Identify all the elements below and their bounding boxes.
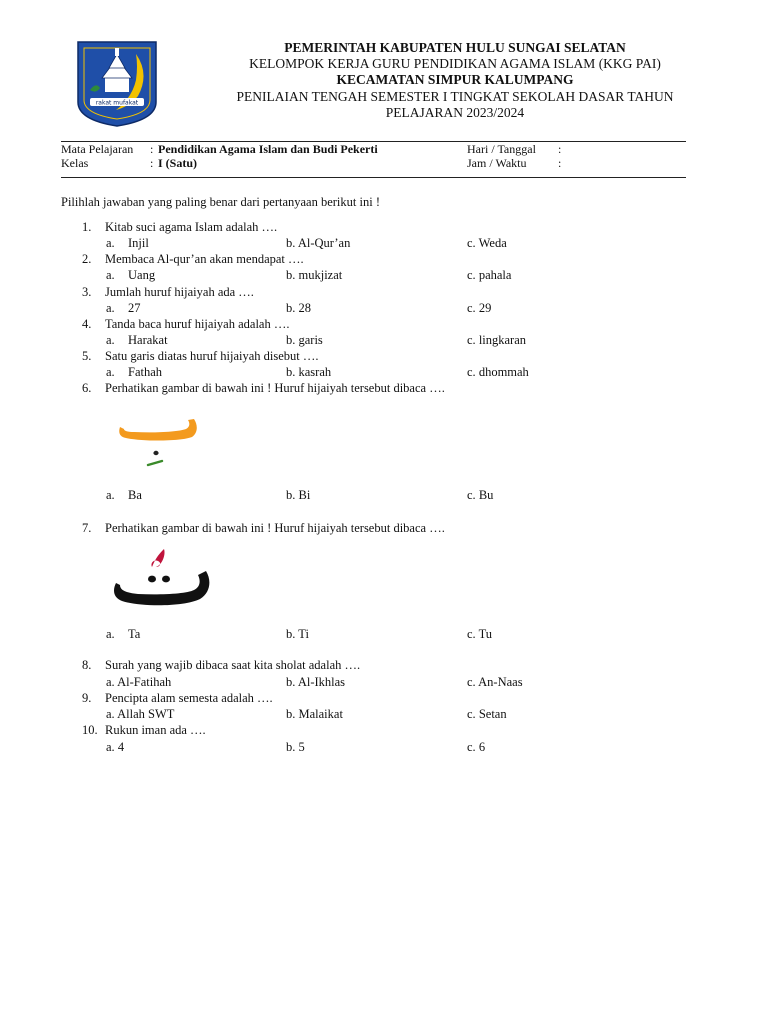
question-text: Satu garis diatas huruf hijaiyah disebut …. [105, 349, 319, 363]
question-number: 1. [82, 220, 92, 234]
question-text: Rukun iman ada …. [105, 723, 206, 737]
question-8 [82, 658, 360, 673]
question-10 [82, 723, 206, 738]
option-7b: b. Ti [286, 627, 309, 641]
header-line-5: PELAJARAN 2023/2024 [385, 105, 525, 120]
question-text: Membaca Al-qur’an akan mendapat …. [105, 252, 304, 266]
option-2c: c. pahala [467, 268, 512, 282]
subject-value: Pendidikan Agama Islam dan Budi Pekerti [158, 142, 378, 156]
question-text: Pencipta alam semesta adalah …. [105, 691, 273, 705]
question-text: Perhatikan gambar di bawah ini ! Huruf hijaiyah tersebut dibaca …. [105, 381, 445, 395]
option-10b: b. 5 [286, 740, 305, 754]
hijaiyah-ba-image [106, 407, 206, 476]
option-6a: a. Ba [106, 488, 142, 502]
subject-colon: : [150, 142, 154, 156]
class-label: Kelas [61, 156, 89, 170]
option-8a: a. Al-Fatihah [106, 675, 172, 689]
option-9a: a. Allah SWT [106, 707, 175, 721]
day-date-label: Hari / Tanggal [467, 142, 536, 156]
class-colon: : [150, 156, 154, 170]
class-value: I (Satu) [158, 156, 198, 170]
option-3c: c. 29 [467, 301, 492, 315]
option-1b: b. Al-Qur’an [286, 236, 351, 250]
question-text: Kitab suci agama Islam adalah …. [105, 220, 278, 234]
question-text: Jumlah huruf hijaiyah ada …. [105, 285, 254, 299]
subject-label: Mata Pelajaran [61, 142, 134, 156]
svg-text:rakat mufakat: rakat mufakat [95, 99, 139, 107]
question-number: 5. [82, 349, 92, 363]
option-5b: b. kasrah [286, 365, 332, 379]
option-10a: a. 4 [106, 740, 125, 754]
option-7c: c. Tu [467, 627, 493, 641]
info-divider [61, 177, 686, 178]
question-number: 2. [82, 252, 92, 266]
option-7a: a. Ta [106, 627, 141, 641]
question-5 [82, 349, 319, 364]
option-1c: c. Weda [467, 236, 507, 250]
option-2b: b. mukjizat [286, 268, 343, 282]
question-9 [82, 691, 273, 706]
question-number: 8. [82, 658, 92, 672]
question-text: Surah yang wajib dibaca saat kita sholat adalah …. [105, 658, 361, 672]
option-8b: b. Al-Ikhlas [286, 675, 346, 689]
hijaiyah-tu-image [106, 543, 218, 620]
header-line-3: KECAMATAN SIMPUR KALUMPANG [336, 72, 574, 87]
time-label: Jam / Waktu [467, 156, 527, 170]
question-6 [82, 381, 445, 396]
question-text: Perhatikan gambar di bawah ini ! Huruf hijaiyah tersebut dibaca …. [105, 521, 445, 535]
question-number: 9. [82, 691, 92, 705]
question-number: 10. [82, 723, 98, 737]
option-8c: c. An-Naas [467, 675, 523, 689]
option-6c: c. Bu [467, 488, 494, 502]
header-line-4: PENILAIAN TENGAH SEMESTER I TINGKAT SEKOLAH DASAR TAHUN [236, 89, 674, 104]
question-number: 3. [82, 285, 92, 299]
question-3 [82, 285, 254, 300]
question-4 [82, 317, 289, 332]
header-line-2: KELOMPOK KERJA GURU PENDIDIKAN AGAMA ISLAM (KKG PAI) [249, 56, 661, 71]
question-number: 7. [82, 521, 92, 535]
option-3b: b. 28 [286, 301, 311, 315]
option-9b: b. Malaikat [286, 707, 343, 721]
option-1a: a. Injil [106, 236, 149, 250]
option-5c: c. dhommah [467, 365, 529, 379]
option-9c: c. Setan [467, 707, 507, 721]
option-4a: a. Harakat [106, 333, 168, 347]
question-text: Tanda baca huruf hijaiyah adalah …. [105, 317, 290, 331]
question-1 [82, 220, 277, 235]
day-date-colon: : [558, 142, 562, 156]
question-number: 4. [82, 317, 92, 331]
time-colon: : [558, 156, 562, 170]
option-6b: b. Bi [286, 488, 311, 502]
instruction-text: Pilihlah jawaban yang paling benar dari pertanyaan berikut ini ! [61, 195, 380, 209]
regency-logo [76, 40, 158, 128]
question-number: 6. [82, 381, 92, 395]
question-2 [82, 252, 304, 267]
option-5a: a. Fathah [106, 365, 163, 379]
option-10c: c. 6 [467, 740, 486, 754]
option-4b: b. garis [286, 333, 323, 347]
option-2a: a. Uang [106, 268, 156, 282]
option-3a: a. 27 [106, 301, 141, 315]
question-7 [82, 521, 445, 536]
option-4c: c. lingkaran [467, 333, 527, 347]
header-line-1: PEMERINTAH KABUPATEN HULU SUNGAI SELATAN [284, 40, 626, 55]
